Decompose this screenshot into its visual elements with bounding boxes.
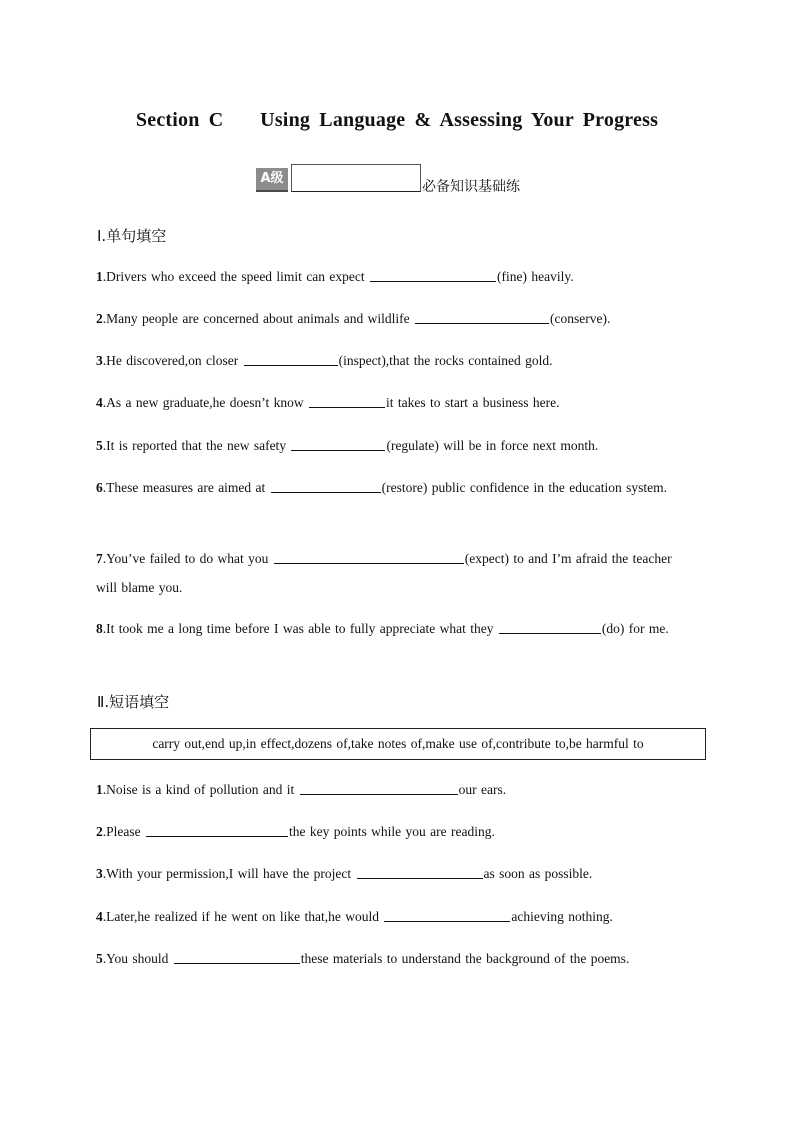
question-text-before: .As a new graduate,he doesn’t know [102, 395, 308, 410]
question-text-before: .These measures are aimed at [102, 480, 270, 495]
part1-question-7 [96, 544, 686, 602]
phrase-bank-box: carry out,end up,in effect,dozens of,take notes of,make use of,contribute to,be harmful to [90, 728, 706, 760]
part2-question-5 [96, 944, 686, 973]
section-heading-part2: Ⅱ.短语填空 [97, 693, 170, 711]
question-number: 1 [96, 782, 103, 797]
question-number: 8 [96, 621, 103, 636]
question-text-before: .It took me a long time before I was able to fully appreciate what they [102, 621, 498, 636]
question-number: 3 [96, 866, 103, 881]
question-number: 5 [96, 951, 103, 966]
answer-blank[interactable] [291, 436, 385, 451]
question-text-before: .Many people are concerned about animals and wildlife [102, 311, 415, 326]
answer-blank[interactable] [499, 619, 601, 634]
answer-blank[interactable] [300, 780, 458, 795]
question-number: 2 [96, 824, 103, 839]
answer-blank[interactable] [384, 907, 510, 922]
part1-question-5 [96, 431, 686, 460]
part1-question-8 [96, 614, 686, 643]
answer-blank[interactable] [415, 309, 549, 324]
question-text-after: (inspect),that the rocks contained gold. [338, 353, 553, 368]
question-text-after: it takes to start a business here. [385, 395, 560, 410]
answer-blank[interactable] [174, 949, 300, 964]
answer-blank[interactable] [244, 351, 338, 366]
question-text-after: (fine) heavily. [497, 269, 574, 284]
question-text-after: as soon as possible. [483, 866, 593, 881]
question-text-before: .Noise is a kind of pollution and it [102, 782, 299, 797]
level-badge: A级 [256, 168, 288, 192]
question-text-before: .Please [102, 824, 145, 839]
question-text-after: our ears. [458, 782, 507, 797]
question-text-before: .Drivers who exceed the speed limit can expect [102, 269, 370, 284]
question-text-after: (restore) public confidence in the education system. [381, 480, 667, 495]
part1-question-1 [96, 262, 686, 291]
level-label: 必备知识基础练 [422, 179, 520, 195]
answer-blank[interactable] [309, 393, 385, 408]
question-number: 6 [96, 480, 103, 495]
part2-question-1 [96, 775, 686, 804]
question-number: 7 [96, 551, 103, 566]
part1-question-2 [96, 304, 686, 333]
answer-blank[interactable] [370, 267, 496, 282]
question-text-after: achieving nothing. [511, 909, 613, 924]
question-text-after: (expect) to and I’m afraid the teacher will blame you. [96, 551, 672, 595]
page-title: Section C Using Language & Assessing Your Progress [135, 109, 659, 131]
part2-question-2 [96, 817, 686, 846]
question-text-before: .He discovered,on closer [102, 353, 243, 368]
question-text-before: .You should [102, 951, 173, 966]
section-heading-part1: Ⅰ.单句填空 [97, 227, 167, 245]
question-text-after: (conserve). [550, 311, 611, 326]
answer-blank[interactable] [271, 478, 381, 493]
part1-question-3 [96, 346, 686, 375]
question-number: 2 [96, 311, 103, 326]
answer-blank[interactable] [274, 549, 464, 564]
question-text-before: .Later,he realized if he went on like that,he would [102, 909, 384, 924]
question-text-before: .It is reported that the new safety [102, 438, 291, 453]
question-text-after: (regulate) will be in force next month. [386, 438, 599, 453]
question-text-after: the key points while you are reading. [289, 824, 495, 839]
part2-question-3 [96, 859, 686, 888]
answer-blank[interactable] [146, 822, 288, 837]
part2-question-4 [96, 902, 686, 931]
question-text-before: .With your permission,I will have the project [102, 866, 356, 881]
question-number: 1 [96, 269, 103, 284]
level-name-box [291, 164, 421, 192]
question-text-before: .You’ve failed to do what you [102, 551, 273, 566]
question-text-after: these materials to understand the background of the poems. [300, 951, 630, 966]
question-text-after: (do) for me. [601, 621, 669, 636]
part1-question-6 [96, 473, 686, 502]
part1-question-4 [96, 388, 686, 417]
question-number: 4 [96, 395, 103, 410]
question-number: 3 [96, 353, 103, 368]
question-number: 5 [96, 438, 103, 453]
answer-blank[interactable] [357, 864, 483, 879]
question-number: 4 [96, 909, 103, 924]
